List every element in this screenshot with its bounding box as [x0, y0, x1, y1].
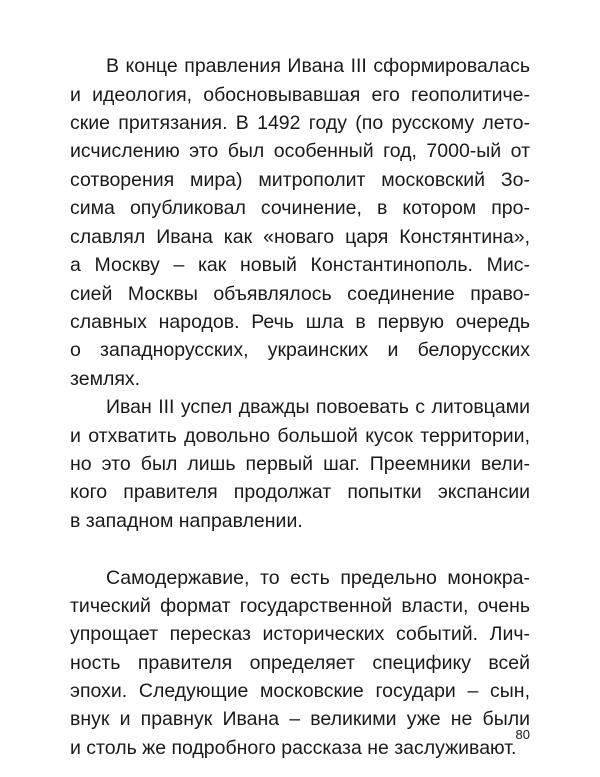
- text-line: и отхватить довольно большой кусок территории,: [70, 425, 530, 447]
- text-line: упрощает пересказ исторических событий. Лич-: [70, 623, 530, 645]
- text-line: землях.: [70, 368, 141, 390]
- text-line: ность правителя определяет специфику всей: [70, 652, 530, 674]
- text-line: В конце правления Ивана III сформировалась: [106, 55, 530, 77]
- text-line: Иван III успел дважды повоевать с литовцами: [106, 396, 530, 418]
- text-line: эпохи. Следующие московские государи – сын,: [70, 680, 530, 702]
- text-line: сотворения мира) митрополит московский Зо-: [70, 169, 530, 191]
- text-line: о западнорусских, украинских и белорусских: [70, 339, 530, 361]
- text-line: и столь же подробного рассказа не заслуживают.: [70, 737, 517, 759]
- text-line: и идеология, обосновывавшая его геополитиче-: [70, 84, 530, 106]
- text-line: тический формат государственной власти, очень: [70, 595, 530, 617]
- text-line: Самодержавие, то есть предельно монокра-: [106, 567, 530, 589]
- text-line: но это был лишь первый шаг. Преемники вели-: [70, 453, 530, 475]
- text-line: ские притязания. В 1492 году (по русскому лето-: [70, 112, 530, 134]
- text-line: а Москву – как новый Константинополь. Мис-: [70, 254, 530, 276]
- page-number: 80: [515, 727, 530, 742]
- text-line: сима опубликовал сочинение, в котором про-: [70, 197, 530, 219]
- text-line: кого правителя продолжат попытки экспансии: [70, 481, 530, 503]
- text-line: исчислению это был особенный год, 7000-ый от: [70, 140, 530, 162]
- text-line: славлял Ивана как «новаго царя Констянтина»,: [70, 226, 530, 248]
- text-line: славных народов. Речь шла в первую очередь: [70, 311, 530, 333]
- text-line: сией Москвы объявлялось соединение право-: [70, 283, 530, 305]
- text-line: внук и правнук Ивана – великими уже не были: [70, 708, 530, 730]
- text-line: в западном направлении.: [70, 510, 303, 532]
